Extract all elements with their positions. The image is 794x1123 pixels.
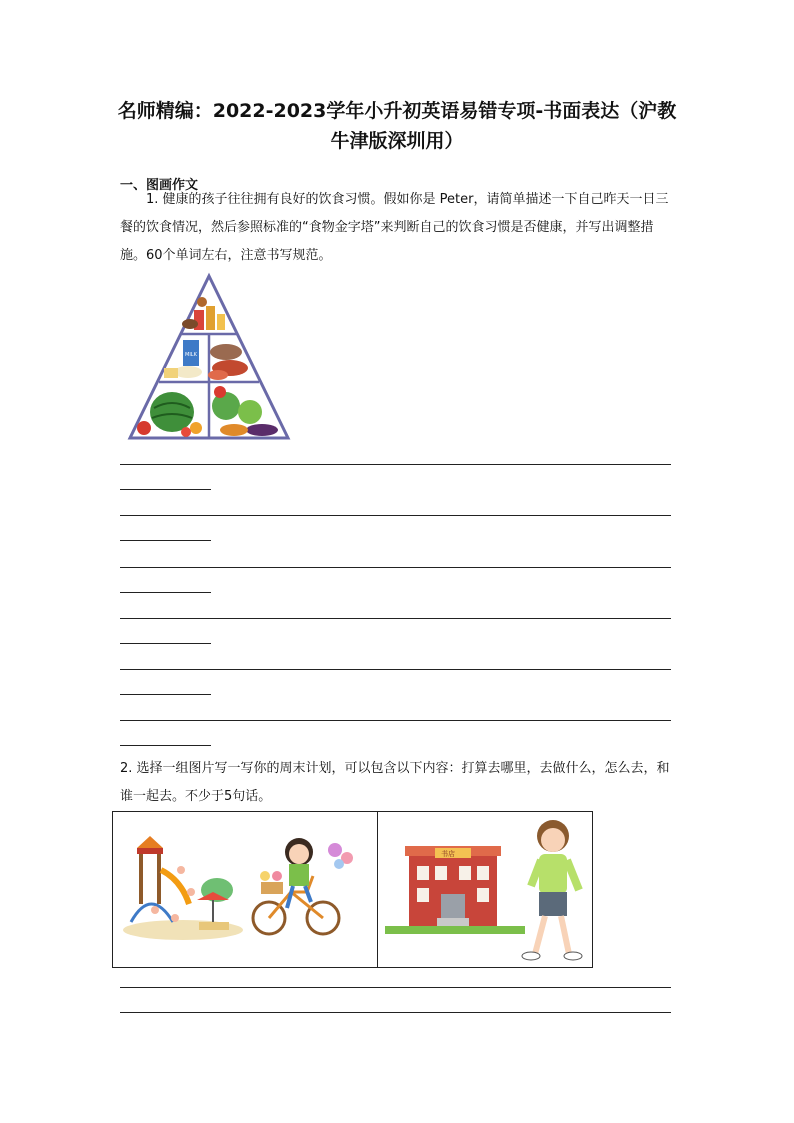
table-divider — [377, 812, 378, 967]
answer-line[interactable] — [120, 489, 211, 490]
girl-on-bicycle-image — [249, 830, 361, 942]
answer-line[interactable] — [120, 669, 671, 670]
answer-line[interactable] — [120, 464, 671, 465]
answer-line[interactable] — [120, 567, 671, 568]
building-image — [385, 842, 525, 938]
food-pyramid-image — [126, 272, 292, 442]
building-sign: 书店 — [441, 850, 455, 858]
answer-line[interactable] — [120, 643, 211, 644]
page-title: 名师精编：2022-2023学年小升初英语易错专项-书面表达（沪教牛津版深圳用） — [117, 100, 677, 152]
milk-label: MILK — [185, 352, 197, 358]
answer-line[interactable] — [120, 745, 211, 746]
question-2-text: 2. 选择一组图片写一写你的周末计划，可以包含以下内容：打算去哪里，去做什么，怎么去，和谁一起去。不少于5句话。 — [120, 761, 670, 804]
picture-options-table — [112, 811, 593, 968]
walking-boy-image — [513, 816, 589, 964]
answer-line[interactable] — [120, 540, 211, 541]
answer-line[interactable] — [120, 987, 671, 988]
section-heading: 一、图画作文 — [120, 178, 199, 193]
question-1-text: 1. 健康的孩子往往拥有良好的饮食习惯。假如你是 Peter，请简单描述一下自己昨天一日三餐的饮食情况，然后参照标准的“食物金字塔”来判断自己的饮食习惯是否健康，并写出调整措施。60个单词左右，注意书写规范。 — [120, 192, 669, 263]
answer-line[interactable] — [120, 720, 671, 721]
playground-image — [121, 830, 245, 942]
answer-line[interactable] — [120, 592, 211, 593]
answer-line[interactable] — [120, 618, 671, 619]
answer-line[interactable] — [120, 694, 211, 695]
answer-line[interactable] — [120, 515, 671, 516]
answer-line[interactable] — [120, 1012, 671, 1013]
